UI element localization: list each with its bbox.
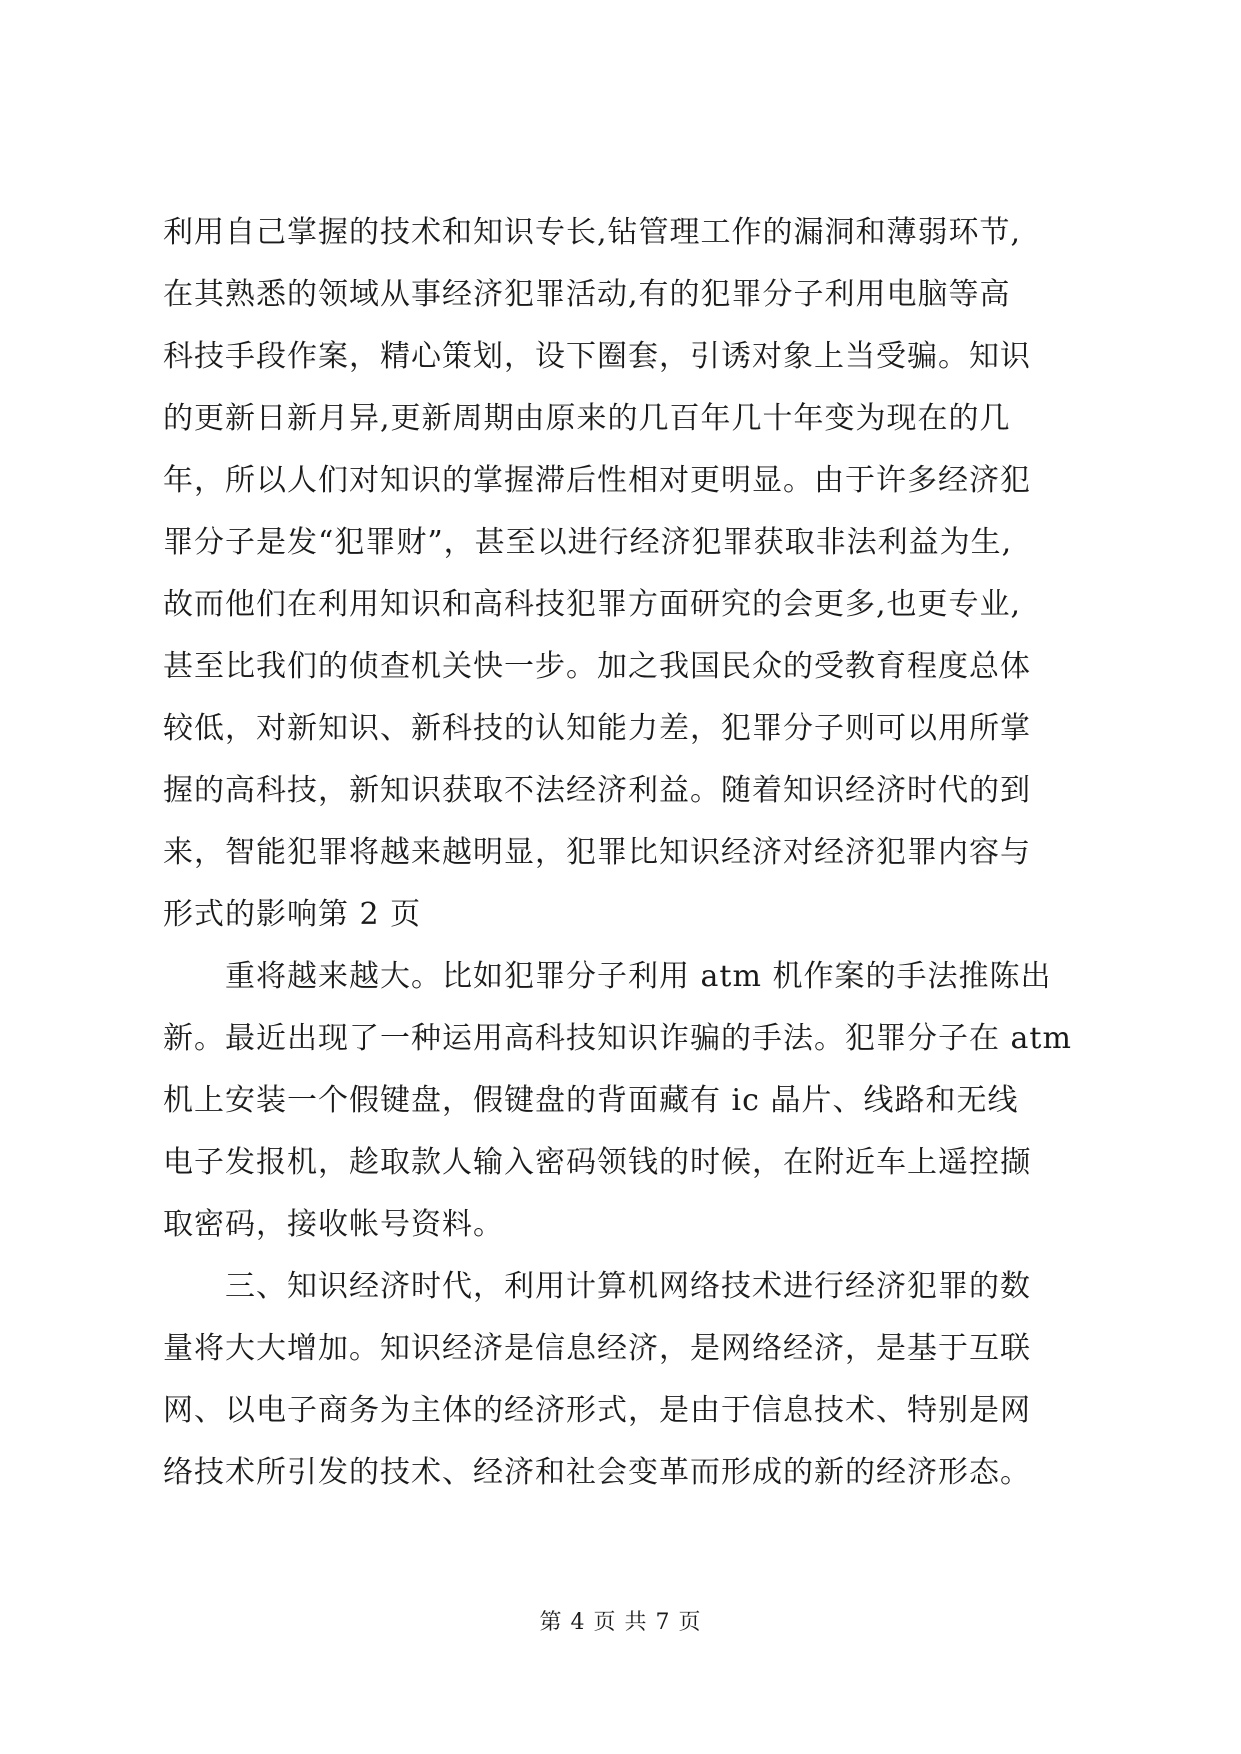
text-line: 络技术所引发的技术、经济和社会变革而形成的新的经济形态。 [163,1455,1031,1490]
text-line: 三、知识经济时代，利用计算机网络技术进行经济犯罪的数 [163,1269,1031,1304]
body-text [163,202,1093,1504]
text-line: 取密码，接收帐号资料。 [163,1207,504,1242]
text-line: 机上安装一个假键盘，假键盘的背面藏有 ic 晶片、线路和无线 [163,1083,1019,1118]
text-line: 重将越来越大。比如犯罪分子利用 atm 机作案的手法推陈出 [163,959,1052,994]
text-line: 量将大大增加。知识经济是信息经济，是网络经济，是基于互联 [163,1331,1031,1366]
text-line: 新。最近出现了一种运用高科技知识诈骗的手法。犯罪分子在 atm [163,1021,1072,1056]
text-line: 利用自己掌握的技术和知识专长,钻管理工作的漏洞和薄弱环节, [163,215,1022,250]
text-line: 的更新日新月异,更新周期由原来的几百年几十年变为现在的几 [163,401,1011,436]
text-line: 年，所以人们对知识的掌握滞后性相对更明显。由于许多经济犯 [163,463,1031,498]
text-line: 科技手段作案，精心策划，设下圈套，引诱对象上当受骗。知识 [163,339,1031,374]
text-line: 网、以电子商务为主体的经济形式，是由于信息技术、特别是网 [163,1393,1031,1428]
text-line: 甚至比我们的侦查机关快一步。加之我国民众的受教育程度总体 [163,649,1031,684]
text-line: 来，智能犯罪将越来越明显，犯罪比知识经济对经济犯罪内容与 [163,835,1031,870]
text-line: 握的高科技，新知识获取不法经济利益。随着知识经济时代的到 [163,773,1031,808]
text-line: 较低，对新知识、新科技的认知能力差，犯罪分子则可以用所掌 [163,711,1031,746]
text-line: 形式的影响第 2 页 [163,897,422,932]
text-line: 电子发报机，趁取款人输入密码领钱的时候，在附近车上遥控撷 [163,1145,1031,1180]
text-line: 故而他们在利用知识和高科技犯罪方面研究的会更多,也更专业, [163,587,1022,622]
text-line: 在其熟悉的领域从事经济犯罪活动,有的犯罪分子利用电脑等高 [163,277,1011,312]
page-footer: 第 4 页 共 7 页 [539,1610,702,1635]
text-line: 罪分子是发“犯罪财”，甚至以进行经济犯罪获取非法利益为生, [163,525,1013,560]
